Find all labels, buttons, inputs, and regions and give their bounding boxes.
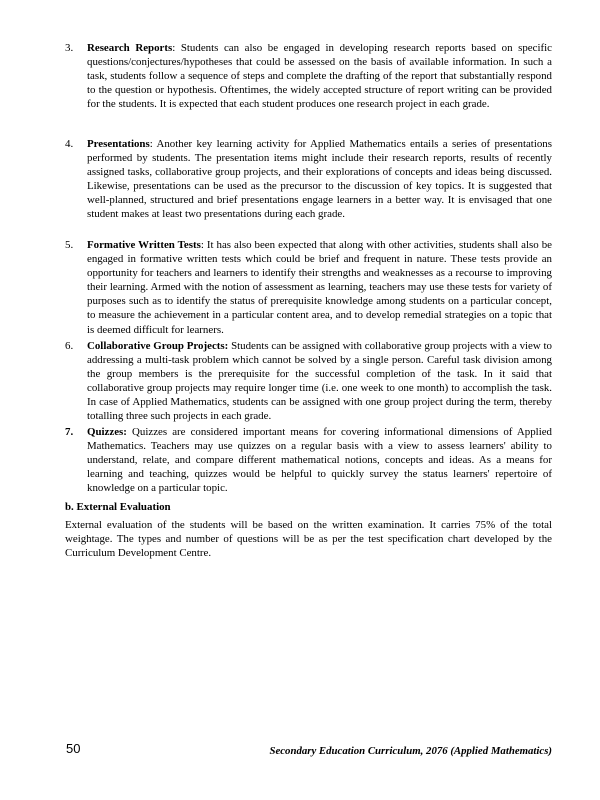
list-item-research-reports — [62, 41, 552, 111]
list-item-number: 5. — [65, 239, 74, 251]
list-item-number: 6. — [65, 340, 74, 352]
list-item-quizzes — [62, 425, 552, 495]
list-item-collaborative-group-projects — [62, 339, 552, 424]
list-item-text: Quizzes are considered important means for covering informational dimensions of Applied Mathematics. Teachers may use quizzes on a regular basis with a view to assess learners' ability to understand, relate, and compare different mathematical notions, concepts and ideas. As a means for learning and teaching, quizzes would be helpful to quickly survey the status learners' repertoire of knowledge on a particular topic. — [87, 426, 552, 495]
list-item-title: Formative Written Tests — [87, 239, 201, 251]
list-item-text: : Another key learning activity for Applied Mathematics entails a series of presentations performed by students. The presentation items might include their research reports, results of recently assigned tasks, collaborative group projects, and their explorations of concepts and ideas being discussed. Likewise, presentations can be used as the precursor to the discussion of key topics. It is suggested that well-planned, structured and brief presentations engage learners in a better way. It is envisaged that one student makes at least two presentations during each grade. — [87, 138, 552, 221]
list-item-text: : It has also been expected that along with other activities, students shall also be engaged in formative written tests which could be brief and frequent in nature. These tests provide an opportunity for teachers and learners to identify their strengths and weaknesses as a recourse to improving their learning. Armed with the notion of assessment as learning, teachers may use these tests for variety of purposes such as to identify the status of prerequisite knowledge among students on a particular concept, to measure the achievement in a particular content area, and to develop remedial strategies on a topic that is deemed difficult for learners. — [87, 239, 552, 336]
list-item-presentations — [62, 137, 552, 222]
list-item-title: Collaborative Group Projects: — [87, 340, 229, 352]
footer-title: Secondary Education Curriculum, 2076 (Applied Mathematics) — [269, 745, 552, 757]
list-item-text: : Students can also be engaged in developing research reports based on specific questions/conjectures/hypotheses that could be assessed on the basis of available information. In such a task, students follow a sequence of steps and complete the drafting of the report that substantially respond to the question or hypothesis. Oftentimes, the widely accepted structure of report writing can be provided for the students. It is expected that each student produces one research project in each grade. — [87, 42, 552, 111]
list-item-title: Presentations — [87, 138, 150, 150]
list-item-title: Research Reports — [87, 42, 173, 54]
list-item-title: Quizzes: — [87, 426, 127, 438]
list-item-text: Students can be assigned with collaborative group projects with a view to addressing a multi-task problem which cannot be solved by a single person. Careful task division among the group members is the prerequisite for the successful completion of the task. In it said that collaborative group projects may require longer time (i.e. one week to one month) to accomplish the task. In case of Applied Mathematics, students can be assigned with one group project during the term, thereby totalling three such projects in each grade. — [87, 340, 553, 423]
external-evaluation-paragraph: External evaluation of the students will be based on the written examination. It carries 75% of the total weightage. The types and number of questions will be as per the test specification chart developed by the Curriculum Development Centre. — [65, 519, 552, 560]
section-heading-external-evaluation: b. External Evaluation — [65, 501, 171, 513]
list-item-number: 3. — [65, 42, 74, 54]
page-number: 50 — [66, 741, 81, 756]
list-item-number: 7. — [65, 426, 74, 438]
list-item-formative-written-tests — [62, 238, 552, 337]
list-item-number: 4. — [65, 138, 74, 150]
